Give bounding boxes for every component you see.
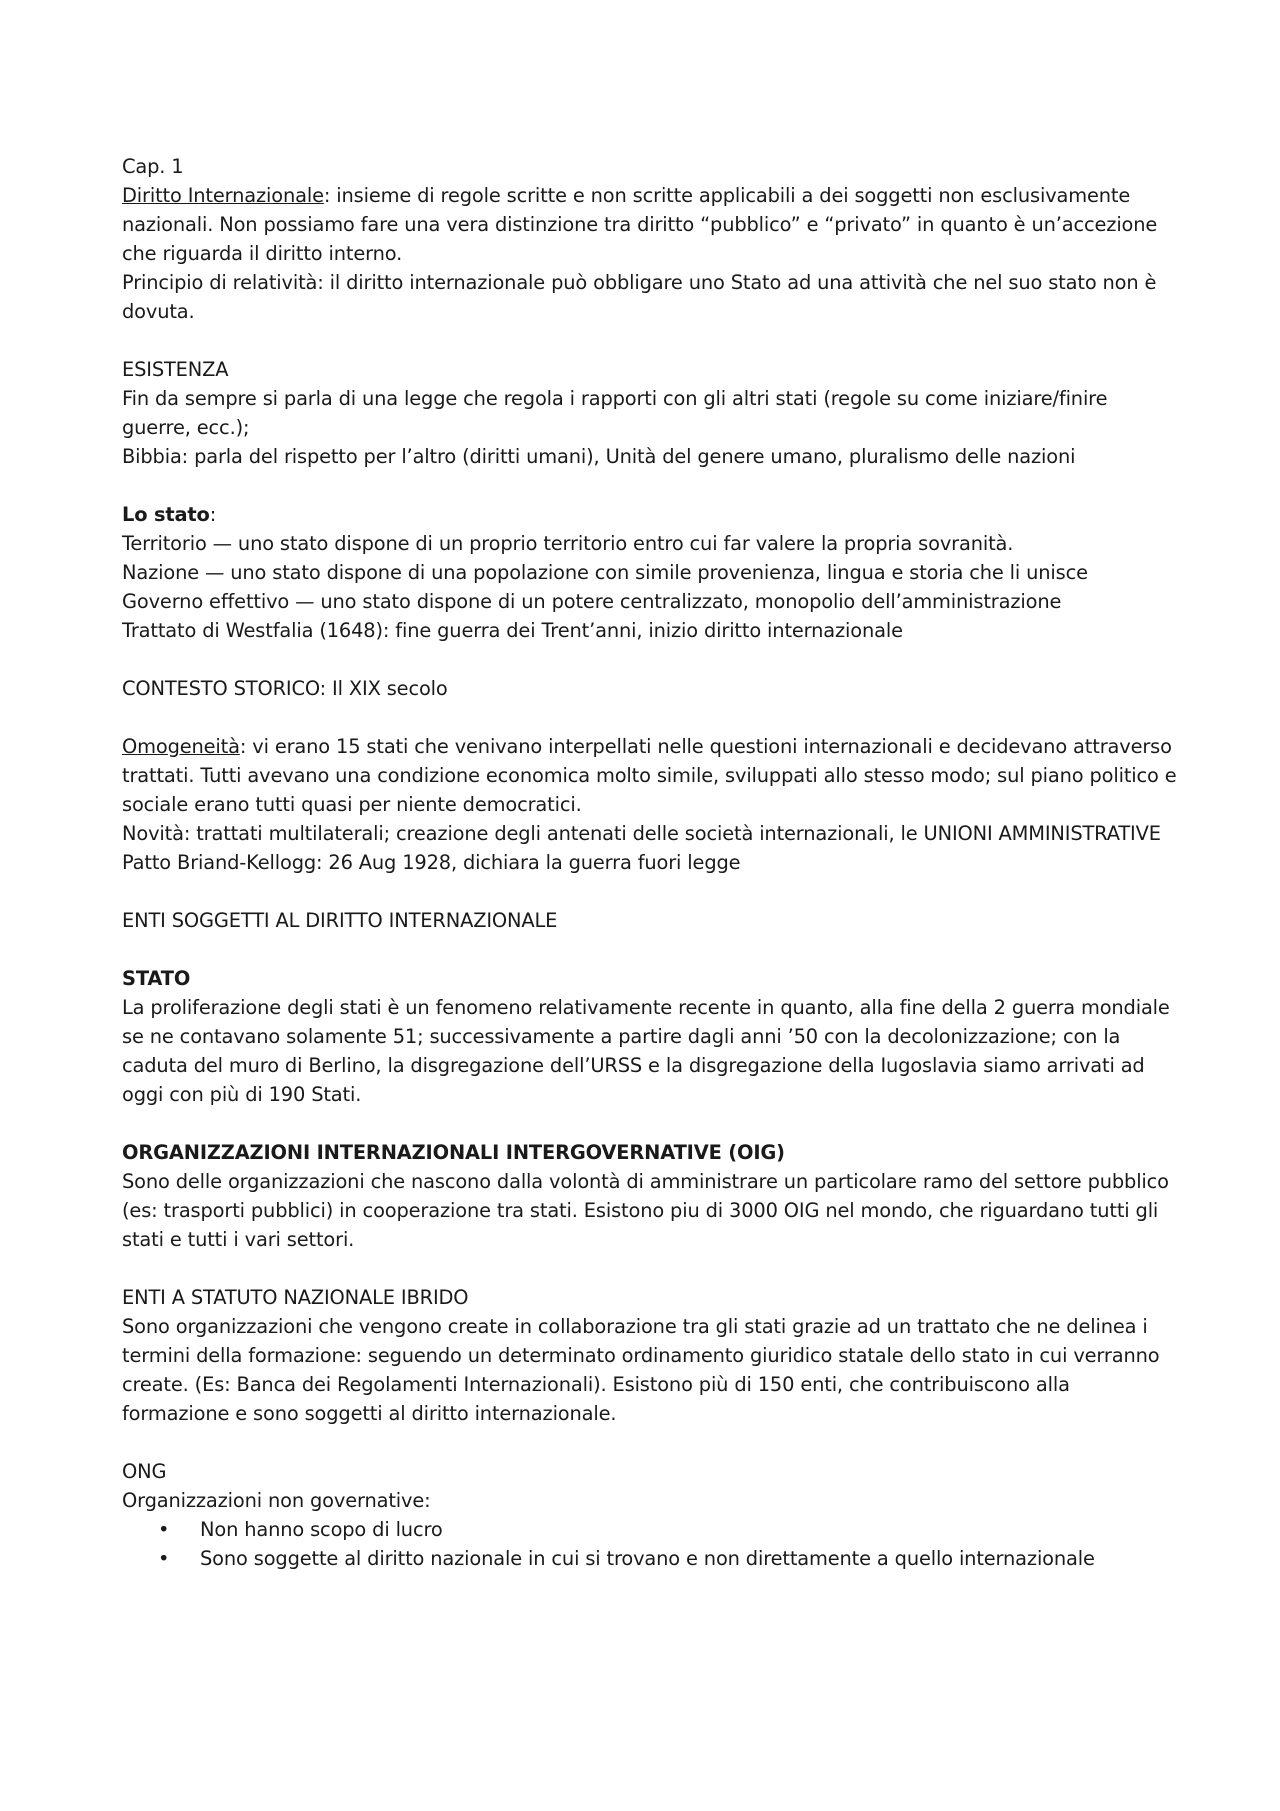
element-territorio: Territorio — uno stato dispone di un proprio territorio entro cui far valere la propria sovranità.: [122, 532, 1014, 555]
list-item: • Non hanno scopo di lucro: [178, 1515, 1182, 1544]
term-omogeneita: Omogeneità: [122, 735, 240, 758]
list-item: • Sono soggette al diritto nazionale in cui si trovano e non direttamente a quello internazionale: [178, 1544, 1182, 1573]
chapter-label: Cap. 1: [122, 155, 184, 178]
element-nazione: Nazione — uno stato dispone di una popolazione con simile provenienza, lingua e storia che li unisce: [122, 561, 1088, 584]
section-heading-contesto: CONTESTO STORICO: Il XIX secolo: [122, 677, 448, 700]
definition-text: : insieme di regole scritte e non scritte applicabili a dei soggetti non esclusivamente nazionali. Non possiamo fare una vera distinzione tra diritto “pubblico” e “privato” in quanto è un’accezione che riguarda il diritto interno.: [122, 184, 1158, 265]
lo-stato-bold: Lo stato: [122, 503, 210, 526]
spacer: [122, 877, 1182, 906]
section-heading-lo-stato: [122, 500, 1182, 529]
esistenza-paragraph-2: Bibbia: parla del rispetto per l’altro (diritti umani), Unità del genere umano, pluralismo delle nazioni: [122, 445, 1076, 468]
term-diritto-internazionale: Diritto Internazionale: [122, 184, 324, 207]
spacer: [122, 935, 1182, 964]
section-heading-ong: ONG: [122, 1460, 167, 1483]
section-heading-stato: STATO: [122, 967, 191, 990]
spacer: [122, 326, 1182, 355]
section-heading-oig: ORGANIZZAZIONI INTERNAZIONALI INTERGOVERNATIVE (OIG): [122, 1141, 785, 1164]
spacer: [122, 1428, 1182, 1457]
spacer: [122, 471, 1182, 500]
ong-bullet-list: [122, 1515, 1182, 1573]
spacer: [122, 645, 1182, 674]
westfalia-note: Trattato di Westfalia (1648): fine guerra dei Trent’anni, inizio diritto internazionale: [122, 619, 903, 642]
patto-paragraph: Patto Briand-Kellogg: 26 Aug 1928, dichiara la guerra fuori legge: [122, 851, 741, 874]
ibrido-paragraph: Sono organizzazioni che vengono create in collaborazione tra gli stati grazie ad un trattato che ne delinea i termini della formazione: seguendo un determinato ordinamento giuridico statale dello stato in cui verranno create. (Es: Banca dei Regolamenti Internazionali). Esistono più di 150 enti, che contribuiscono alla formazione e sono soggetti al diritto internazionale.: [122, 1315, 1160, 1425]
lo-stato-colon: :: [209, 503, 217, 526]
esistenza-paragraph-1: Fin da sempre si parla di una legge che regola i rapporti con gli altri stati (regole su come iniziare/finire guerre, ecc.);: [122, 387, 1108, 439]
spacer: [122, 1109, 1182, 1138]
section-heading-esistenza: ESISTENZA: [122, 358, 229, 381]
oig-paragraph: Sono delle organizzazioni che nascono dalla volontà di amministrare un particolare ramo del settore pubblico (es: trasporti pubblici) in cooperazione tra stati. Esistono piu di 3000 OIG nel mondo, che riguardano tutti gli stati e tutti i vari settori.: [122, 1170, 1169, 1251]
novita-paragraph: Novità: trattati multilaterali; creazione degli antenati delle società internazionali, le UNIONI AMMINISTRATIVE: [122, 822, 1161, 845]
section-heading-ibrido: ENTI A STATUTO NAZIONALE IBRIDO: [122, 1286, 469, 1309]
element-governo: Governo effettivo — uno stato dispone di un potere centralizzato, monopolio dell’amministrazione: [122, 590, 1062, 613]
intro-definition: [122, 181, 1182, 268]
omogeneita-paragraph: [122, 732, 1182, 819]
section-heading-enti: ENTI SOGGETTI AL DIRITTO INTERNAZIONALE: [122, 909, 558, 932]
omogeneita-text: : vi erano 15 stati che venivano interpellati nelle questioni internazionali e decidevano attraverso trattati. Tutti avevano una condizione economica molto simile, sviluppati allo stesso modo; sul piano politico e sociale erano tutti quasi per niente democratici.: [122, 735, 1177, 816]
ong-intro: Organizzazioni non governative:: [122, 1489, 431, 1512]
spacer: [122, 1254, 1182, 1283]
relativity-principle: Principio di relatività: il diritto internazionale può obbligare uno Stato ad una attività che nel suo stato non è dovuta.: [122, 271, 1157, 323]
stato-paragraph: La proliferazione degli stati è un fenomeno relativamente recente in quanto, alla fine della 2 guerra mondiale se ne contavano solamente 51; successivamente a partire dagli anni ’50 con la decolonizzazione; con la caduta del muro di Berlino, la disgregazione dell’URSS e la disgregazione della Iugoslavia siamo arrivati ad oggi con più di 190 Stati.: [122, 996, 1170, 1106]
document-page: [122, 152, 1182, 1573]
spacer: [122, 703, 1182, 732]
